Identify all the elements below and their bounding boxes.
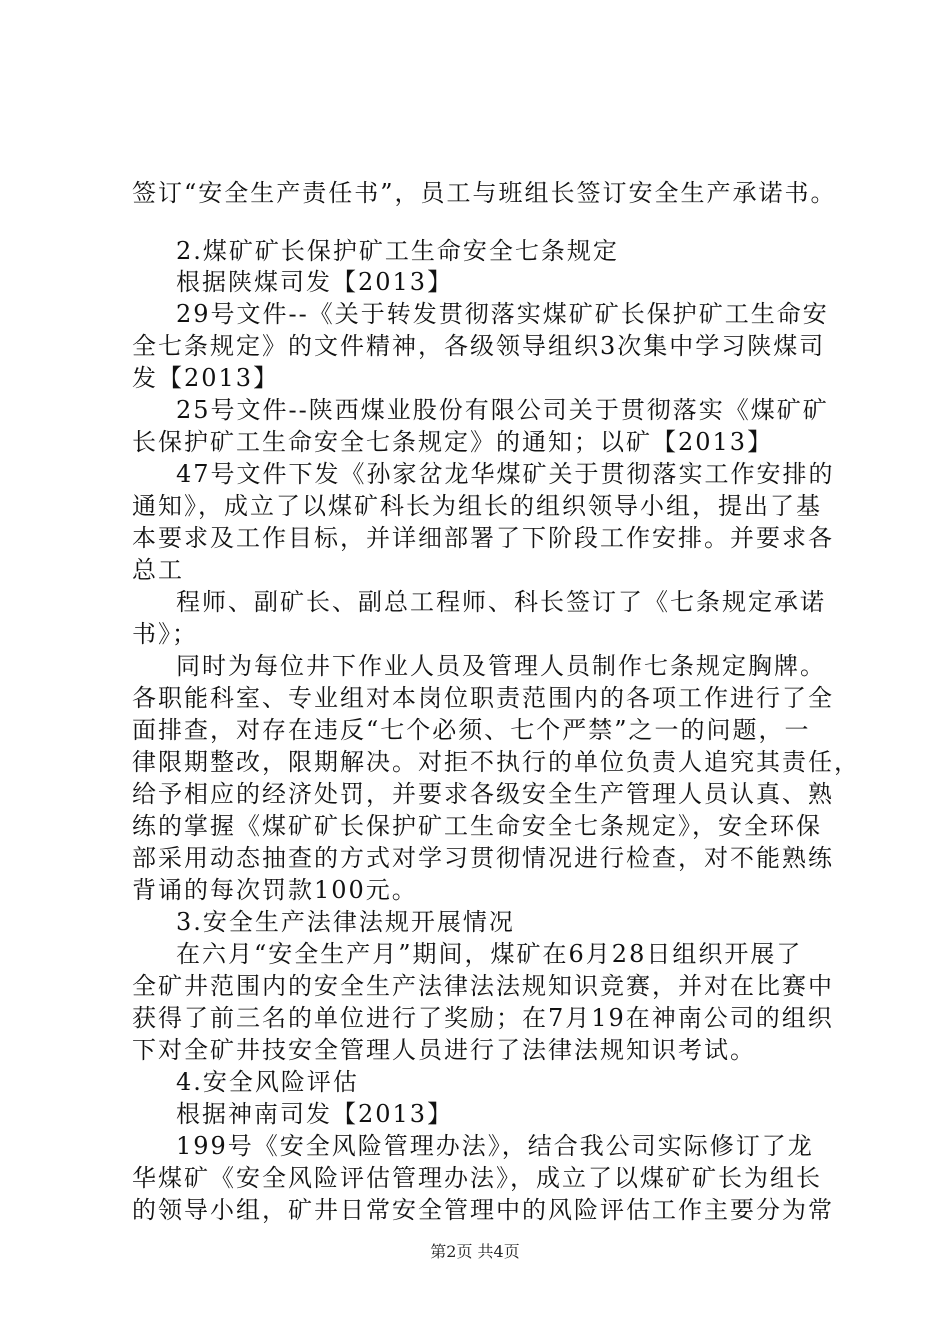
body-line: 长保护矿工生命安全七条规定》的通知；以矿【2013】	[132, 428, 774, 456]
body-line: 书》；	[132, 620, 198, 648]
body-line: 面排查，对存在违反“七个必须、七个严禁”之一的问题，一	[132, 716, 811, 744]
body-line: 部采用动态抽查的方式对学习贯彻情况进行检查，对不能熟练	[132, 844, 834, 872]
body-line: 根据神南司发【2013】	[176, 1100, 454, 1128]
section-heading: 4.安全风险评估	[176, 1068, 359, 1096]
body-line: 签订“安全生产责任书”，员工与班组长签订安全生产承诺书。	[132, 179, 837, 207]
body-line: 47号文件下发《孙家岔龙华煤矿关于贯彻落实工作安排的	[176, 460, 835, 488]
body-line: 29号文件--《关于转发贯彻落实煤矿矿长保护矿工生命安	[176, 300, 829, 328]
body-line: 根据陕煤司发【2013】	[176, 268, 454, 296]
body-line: 25号文件--陕西煤业股份有限公司关于贯彻落实《煤矿矿	[176, 396, 829, 424]
body-line: 律限期整改，限期解决。对拒不执行的单位负责人追究其责任，	[132, 748, 860, 776]
body-line: 全七条规定》的文件精神，各级领导组织3次集中学习陕煤司	[132, 332, 826, 360]
body-line: 给予相应的经济处罚，并要求各级安全生产管理人员认真、熟	[132, 780, 834, 808]
body-line: 各职能科室、专业组对本岗位职责范围内的各项工作进行了全	[132, 684, 834, 712]
body-line: 下对全矿井技安全管理人员进行了法律法规知识考试。	[132, 1036, 756, 1064]
body-line: 同时为每位井下作业人员及管理人员制作七条规定胸牌。	[176, 652, 826, 680]
body-line: 发【2013】	[132, 364, 280, 392]
body-line: 背诵的每次罚款100元。	[132, 876, 418, 904]
page-footer: 第2页 共4页	[430, 1242, 520, 1261]
body-line: 练的掌握《煤矿矿长保护矿工生命安全七条规定》，安全环保	[132, 812, 822, 840]
body-line: 在六月“安全生产月”期间，煤矿在6月28日组织开展了	[176, 940, 803, 968]
body-line: 全矿井范围内的安全生产法律法法规知识竞赛，并对在比赛中	[132, 972, 834, 1000]
body-line: 程师、副矿长、副总工程师、科长签订了《七条规定承诺	[176, 588, 826, 616]
body-line: 总工	[132, 556, 184, 584]
body-line: 华煤矿《安全风险评估管理办法》，成立了以煤矿矿长为组长	[132, 1164, 822, 1192]
body-line: 本要求及工作目标，并详细部署了下阶段工作安排。并要求各	[132, 524, 834, 552]
body-line: 通知》，成立了以煤矿科长为组长的组织领导小组，提出了基	[132, 492, 822, 520]
body-line: 199号《安全风险管理办法》，结合我公司实际修订了龙	[176, 1132, 814, 1160]
section-heading: 3.安全生产法律法规开展情况	[176, 908, 515, 936]
body-line: 获得了前三名的单位进行了奖励；在7月19在神南公司的组织	[132, 1004, 834, 1032]
section-heading: 2.煤矿矿长保护矿工生命安全七条规定	[176, 237, 619, 265]
body-line: 的领导小组，矿井日常安全管理中的风险评估工作主要分为常	[132, 1196, 834, 1224]
